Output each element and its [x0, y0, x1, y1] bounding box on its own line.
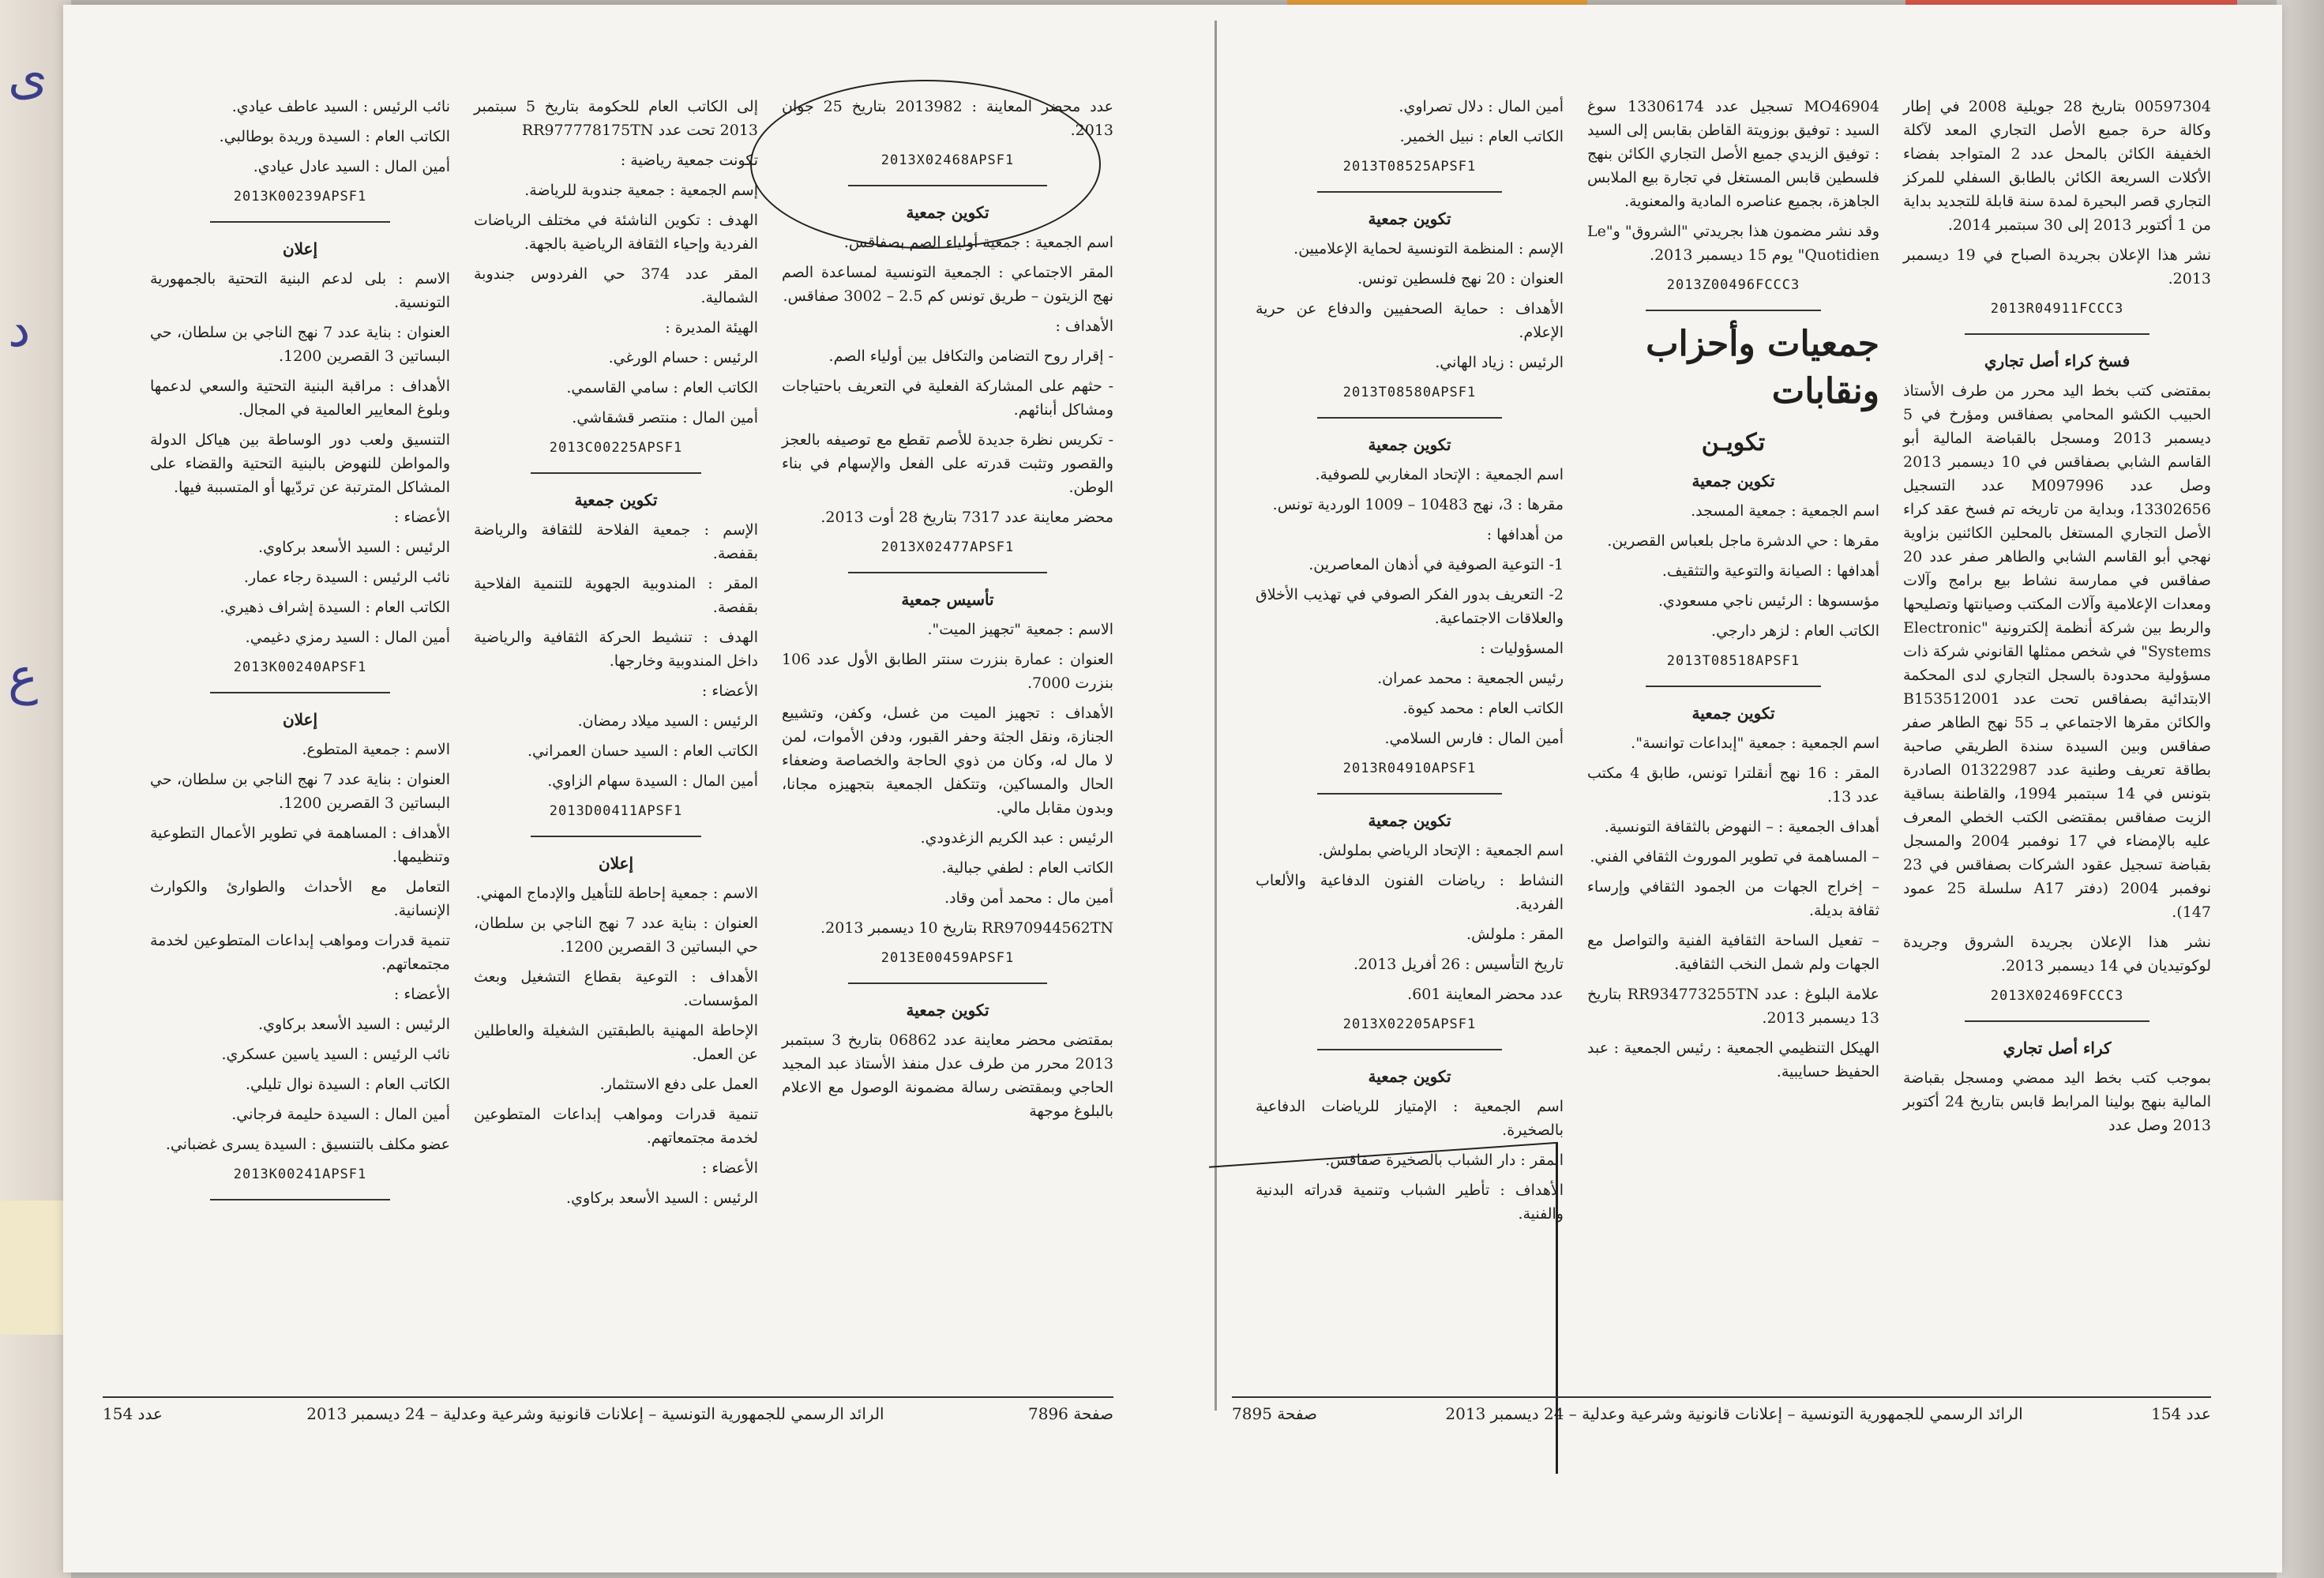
notice-paragraph: الهيئة المديرة :	[665, 319, 758, 336]
notice-paragraph: مقرها : 3، نهج 10483 – 1009 الوردية تونس.	[1272, 496, 1564, 513]
notice-paragraph: تنمية قدرات ومواهب إبداعات المتطوعين لخدمة مجتمعاتهم.	[474, 1106, 758, 1147]
notice-paragraph: نائب الرئيس : السيدة رجاء عمار.	[243, 569, 450, 586]
section-heading: تكوين جمعية	[1368, 435, 1451, 454]
separator-rule	[1317, 793, 1502, 795]
notice-paragraph: العنوان : بناية عدد 7 نهج الناجي بن سلطان، حي البساتين 3 القصرين 1200.	[150, 324, 450, 365]
notice-paragraph: تكونت جمعية رياضية :	[620, 152, 758, 169]
notice-paragraph: نشر هذا الإعلان بجريدة الشروق وجريدة لوكوتيديان في 14 ديسمبر 2013.	[1903, 934, 2211, 975]
notice-paragraph: الرئيس : حسام الورغي.	[608, 349, 758, 366]
notice-paragraph: الكاتب العام : نبيل الخمير.	[1399, 128, 1564, 145]
notice-paragraph: 1- التوعية الصوفية في أذهان المعاصرين.	[1308, 556, 1564, 573]
section-heading: تكوين جمعية	[574, 490, 658, 509]
reference-code: 2013R04911FCCC3	[1990, 301, 2124, 317]
notice-paragraph: العنوان : عمارة بنزرت سنتر الطابق الأول عدد 106 بنزرت 7000.	[782, 651, 1113, 692]
notice-paragraph: اسم الجمعية : الإتحاد الرياضي بملولش.	[1318, 842, 1564, 859]
reference-code: 2013K00241APSF1	[233, 1167, 367, 1182]
notice-paragraph: الكاتب العام : سامي القاسمي.	[566, 379, 758, 396]
separator-rule	[848, 982, 1047, 984]
right-page-running-title: الرائد الرسمي للجمهورية التونسية – إعلانات قانونية وشرعية وعدلية – 24 ديسمبر 2013	[1445, 1404, 2023, 1423]
background-right-edge	[2277, 0, 2324, 1578]
right-page-number: صفحة 7895	[1232, 1404, 1318, 1423]
notice-paragraph: المقر : ملولش.	[1466, 926, 1564, 943]
notice-paragraph: الأهداف : المساهمة في تطوير الأعمال التطوعية وتنظيمها.	[150, 825, 450, 866]
separator-rule	[210, 221, 390, 223]
section-subtitle: تكويـن	[1701, 429, 1766, 456]
notice-paragraph: الرئيس : السيد الأسعد بركاوي.	[566, 1189, 758, 1207]
notice-paragraph: العنوان : بناية عدد 7 نهج الناجي بن سلطان، حي البساتين 3 القصرين 1200.	[150, 771, 450, 812]
notice-paragraph: اسم الجمعية : جمعية المسجد.	[1691, 502, 1879, 520]
notice-paragraph: الأهداف :	[1055, 317, 1113, 335]
notice-paragraph: MO46904 تسجيل عدد 13306174 سوغ السيد : توفيق بوزويتة القاطن بقابس إلى السيد : توفيق الزيدي جميع الأصل التجاري الكائن بنهج فلسطين قابس المستغل في تجارة بيع الملابس الجاهزة، بجميع عناصره المادية والمعنوية.	[1587, 98, 1879, 210]
left-page-number: صفحة 7896	[1028, 1404, 1113, 1423]
separator-rule	[210, 692, 390, 693]
handwritten-mark: ی	[8, 47, 48, 106]
notice-paragraph: - تكريس نظرة جديدة للأصم تقطع مع توصيفه بالعجز والقصور وتثبت قدرته على الفعل والإسهام في بناء الوطن.	[782, 431, 1113, 496]
section-heading: تكوين جمعية	[1368, 209, 1451, 228]
reference-code: 2013X02477APSF1	[880, 539, 1015, 555]
section-heading: إعلان	[282, 710, 318, 729]
notice-paragraph: – تفعيل الساحة الثقافية الفنية والتواصل مع الجهات ولم شمل النخب الثقافية.	[1587, 932, 1879, 973]
section-heading: فسخ كراء أصل تجاري	[1984, 351, 2131, 370]
notice-paragraph: الهيكل التنظيمي الجمعية : رئيس الجمعية : عبد الحفيظ حسايبية.	[1587, 1039, 1879, 1080]
notice-paragraph: أهدافها : الصيانة والتوعية والتثقيف.	[1661, 562, 1879, 580]
section-heading: تكوين جمعية	[1368, 811, 1451, 830]
separator-rule	[1965, 1020, 2149, 1022]
notice-paragraph: المقر : المندوبية الجهوية للتنمية الفلاحية بقفصة.	[474, 575, 758, 616]
left-page-running-title: الرائد الرسمي للجمهورية التونسية – إعلانات قانونية وشرعية وعدلية – 24 ديسمبر 2013	[306, 1404, 884, 1423]
notice-paragraph: أمين المال : فارس السلامي.	[1384, 730, 1564, 747]
notice-paragraph: اسم الجمعية : جمعية أولياء الصم بصفاقس.	[843, 234, 1113, 251]
notice-paragraph: الأهداف : حماية الصحفيين والدفاع عن حرية الإعلام.	[1256, 300, 1564, 341]
notice-paragraph: بمقتضى محضر معاينة عدد 06862 بتاريخ 3 سبتمبر 2013 محرر من طرف عدل منفذ الأستاذ عبد المجيد الحاجي وبمقتضى رسالة مضمونة الوصول مع الاعلام بالبلوغ موجهة	[782, 1031, 1113, 1120]
notice-paragraph: الأهداف : تجهيز الميت من غسل، وكفن، وتشييع الجنازة، ونقل الجثة وحفر القبور، ودفن الأموات، لمن لا مال له، وكان من ذوي الحاجة والخصاصة وضعفاء الحال والمساكين، وتتكفل الجمعية بتجهيزه مجانا، وبدون مقابل مالي.	[782, 704, 1113, 817]
notice-paragraph: أمين المال : السيدة سهام الزاوي.	[547, 772, 758, 790]
notice-paragraph: بموجب كتب بخط اليد ممضي ومسجل بقباضة المالية بنهج بولينا المرابط قابس بتاريخ 24 أكتوبر 2013 وصل عدد	[1903, 1069, 2211, 1134]
section-heading: تكوين جمعية	[906, 203, 989, 222]
reference-code: 2013C00225APSF1	[549, 440, 683, 456]
notice-paragraph: الإسم : جمعية الفلاحة للثقافة والرياضة بقفصة.	[474, 521, 758, 562]
separator-rule	[848, 572, 1047, 573]
notice-paragraph: تنمية قدرات ومواهب إبداعات المتطوعين لخدمة مجتمعاتهم.	[150, 932, 450, 973]
notice-paragraph: - إقرار روح التضامن والتكافل بين أولياء الصم.	[828, 348, 1113, 365]
notice-paragraph: عضو مكلف بالتنسيق : السيدة يسرى غضباني.	[165, 1136, 450, 1153]
separator-rule	[1965, 333, 2149, 335]
separator-rule	[531, 472, 701, 474]
left-page-column-1	[782, 95, 1113, 1129]
notice-paragraph: بمقتضى كتب بخط اليد محرر من طرف الأستاذ الحبيب الكشو المحامي بصفاقس ومؤرخ في 5 ديسمبر 2013 ومسجل بالقباضة المالية أبو القاسم الشابي بصفاقس في 10 ديسمبر 2013 وصل عدد M097996 عدد التسجيل 13302656، وبداية من تاريخه تم فسخ عقد كراء الأصل التجاري المستغل بالمحلين الكائنين بزاوية نهجي أبو القاسم الشابي والطاهر صفر عدد 20 صفاقس في ممارسة نشاط بيع برامج وآلات ومعدات الإعلامية وآلات المكتب وصيانتها وتصليحها والربط بين شركة أنظمة إلكترونية "Electronic Systems" في شخص ممثلها القانوني شركة ذات مسؤولية محدودة بالسجل التجاري لدى المحكمة الابتدائية بصفاقس تحت عدد B153512001 والكائن مقرها الاجتماعي بـ 55 نهج الطاهر صفر صفاقس وبين السيدة سندة الطريقي صاحبة بطاقة تعريف وطنية عدد 01322987 الصادرة بتونس في 14 سبتمبر 1994، والقاطنة بساقية الزيت صفاقس بمقتضى الكتب الخطي المعرف عليه بالإمضاء في 17 نوفمبر 2004 والمسجل بقباضة تسجيل عقود الشركات بصفاقس في 23 نوفمبر 2004 (دفتر A17 سلسلة 25 عمود 147).	[1903, 382, 2212, 921]
notice-paragraph: الاسم : بلى لدعم البنية التحتية بالجمهورية التونسية.	[150, 270, 450, 311]
separator-rule	[848, 185, 1047, 186]
notice-paragraph: العنوان : 20 نهج فلسطين تونس.	[1357, 270, 1564, 287]
notice-paragraph: نائب الرئيس : السيد ياسين عسكري.	[221, 1046, 450, 1063]
notice-paragraph: الكاتب العام : لطفي جبالية.	[941, 859, 1113, 877]
reference-code: 2013D00411APSF1	[549, 803, 683, 819]
notice-paragraph: الكاتب العام : محمد كيوة.	[1402, 700, 1564, 717]
notice-paragraph: العنوان : بناية عدد 7 نهج الناجي بن سلطان، حي البساتين 3 القصرين 1200.	[474, 915, 758, 956]
separator-rule	[531, 836, 701, 837]
notice-paragraph: المقر عدد 374 حي الفردوس جندوبة الشمالية.	[474, 265, 759, 306]
notice-paragraph: الأهداف : التوعية بقطاع التشغيل وبعث المؤسسات.	[474, 968, 758, 1009]
notice-paragraph: مقرها : حي الدشرة ماجل بلعباس القصرين.	[1607, 532, 1879, 550]
reference-code: 2013T08525APSF1	[1342, 159, 1477, 175]
reference-code: 2013R04910APSF1	[1342, 761, 1477, 776]
notice-paragraph: المقر : 16 نهج أنقلترا تونس، طابق 4 مكتب عدد 13.	[1587, 765, 1879, 806]
separator-rule	[1646, 310, 1821, 311]
section-heading: تكوين جمعية	[906, 1001, 989, 1020]
left-page-issue: عدد 154	[103, 1404, 163, 1423]
background-paper-strip	[0, 1200, 63, 1335]
notice-paragraph: نشر هذا الإعلان بجريدة الصباح في 19 ديسمبر 2013.	[1903, 246, 2211, 287]
notice-paragraph: المقر : دار الشباب بالصخيرة صفاقس.	[1325, 1152, 1564, 1169]
section-heading: تكوين جمعية	[1368, 1067, 1451, 1086]
notice-paragraph: الكاتب العام : السيدة وريدة بوطالبي.	[219, 128, 450, 145]
notice-paragraph: التنسيق ولعب دور الوساطة بين هياكل الدولة والمواطن للنهوض بالبنية التحتية والقضاء على المشاكل المترتبة عن تردّيها أو المتسببة فيها.	[150, 431, 450, 496]
left-page-footer	[103, 1396, 1113, 1423]
notice-paragraph: الرئيس : السيد الأسعد بركاوي.	[258, 1016, 450, 1033]
notice-paragraph: الكاتب العام : السيدة نوال تليلي.	[245, 1076, 450, 1093]
notice-paragraph: الإحاطة المهنية بالطبقتين الشغيلة والعاطلين عن العمل.	[474, 1022, 758, 1063]
notice-paragraph: الأعضاء :	[701, 1159, 758, 1177]
reference-code: 2013X02468APSF1	[880, 152, 1015, 168]
notice-paragraph: الاسم : جمعية "تجهيز الميت".	[927, 621, 1113, 638]
notice-paragraph: المقر الاجتماعي : الجمعية التونسية لمساعدة الصم نهج الزيتون – طريق تونس كم 2.5 – 3002 صفاقس.	[782, 264, 1113, 305]
notice-paragraph: الرئيس : السيد الأسعد بركاوي.	[258, 539, 450, 556]
reference-code: 2013Z00496FCCC3	[1666, 277, 1800, 293]
notice-paragraph: وقد نشر مضمون هذا بجريدتي "الشروق" و"Le Quotidien" يوم 15 ديسمبر 2013.	[1587, 223, 1879, 264]
handwritten-mark: ع	[8, 648, 39, 706]
notice-paragraph: – إخراج الجهات من الجمود الثقافي وإرساء ثقافة بديلة.	[1587, 878, 1879, 919]
notice-paragraph: إسم الجمعية : جمعية جندوبة للرياضة.	[524, 182, 758, 199]
notice-paragraph: رئيس الجمعية : محمد عمران.	[1377, 670, 1564, 687]
notice-paragraph: التعامل مع الأحداث والطوارئ والكوارث الإنسانية.	[150, 878, 450, 919]
notice-paragraph: إلى الكاتب العام للحكومة بتاريخ 5 سبتمبر 2013 تحت عدد RR977778175TN	[474, 98, 758, 139]
notice-paragraph: المسؤوليات :	[1480, 640, 1564, 657]
notice-paragraph: الأعضاء :	[393, 509, 450, 526]
notice-paragraph: عدد محضر المعاينة : 2013982 بتاريخ 25 جوان 2013.	[782, 98, 1113, 139]
reference-code: 2013T08518APSF1	[1666, 653, 1800, 669]
notice-paragraph: أمين المال : منتصر قشقاشي.	[572, 409, 758, 426]
notice-paragraph: – المساهمة في تطوير الموروث الثقافي الفني.	[1590, 848, 1879, 866]
notice-paragraph: اسم الجمعية : الإتحاد المغاربي للصوفية.	[1315, 466, 1564, 483]
left-page-column-2	[474, 95, 758, 1216]
separator-rule	[1646, 686, 1821, 687]
notice-paragraph: الاسم : جمعية المتطوع.	[302, 741, 450, 758]
separator-rule	[1317, 1049, 1502, 1050]
notice-paragraph: أمين المال : دلال تصراوي.	[1399, 98, 1564, 115]
notice-paragraph: الرئيس : عبد الكريم الزغدودي.	[920, 829, 1113, 847]
notice-paragraph: - حثهم على المشاركة الفعلية في التعريف باحتياجات ومشاكل أبنائهم.	[782, 378, 1113, 419]
section-heading: تكوين جمعية	[1691, 704, 1775, 723]
section-heading: تكوين جمعية	[1691, 472, 1775, 490]
separator-rule	[210, 1199, 390, 1200]
notice-paragraph: الإسم : المنظمة التونسية لحماية الإعلاميين.	[1293, 240, 1564, 257]
notice-paragraph: الأهداف : تأطير الشباب وتنمية قدراته البدنية والفنية.	[1256, 1182, 1564, 1223]
notice-paragraph: علامة البلوغ : عدد RR934773255TN بتاريخ 13 ديسمبر 2013.	[1587, 986, 1879, 1027]
section-heading: كراء أصل تجاري	[2003, 1039, 2112, 1058]
notice-paragraph: أمين المال : السيدة حليمة فرجاني.	[231, 1106, 450, 1123]
notice-paragraph: أمين المال : السيد رمزي دغيمي.	[245, 629, 450, 646]
notice-paragraph: الكاتب العام : السيدة إشراف ذهيري.	[220, 599, 450, 616]
notice-paragraph: عدد محضر المعاينة 601.	[1407, 986, 1564, 1003]
notice-paragraph: الكاتب العام : السيد حسان العمراني.	[527, 742, 758, 760]
notice-paragraph: العمل على دفع الاستثمار.	[599, 1076, 758, 1093]
notice-paragraph: اسم الجمعية : جمعية "إبداعات توانسة".	[1631, 735, 1879, 752]
notice-paragraph: 00597304 بتاريخ 28 جويلية 2008 في إطار وكالة حرة جميع الأصل التجاري المعد لآكلة الخفيفة الكائن بالمحل عدد 2 المتواجد بفضاء الأكلات السريعة الكائن بالطابق السفلي للمركز التجاري قصر البحيرة لمدة سنة قابلة للتجديد بداية من 1 أكتوبر 2013 إلى 30 سبتمبر 2014.	[1903, 98, 2211, 234]
notice-paragraph: الأعضاء :	[393, 986, 450, 1003]
notice-paragraph: نائب الرئيس : السيد عاطف عيادي.	[231, 98, 450, 115]
notice-paragraph: من أهدافها :	[1486, 526, 1564, 543]
notice-paragraph: تاريخ التأسيس : 26 أفريل 2013.	[1353, 956, 1564, 973]
center-fold	[1215, 21, 1217, 1411]
notice-paragraph: الاسم : جمعية إحاطة للتأهيل والإدماج المهني.	[475, 885, 758, 902]
handwritten-mark: د	[8, 300, 31, 359]
notice-paragraph: الهدف : تكوين الناشئة في مختلف الرياضات الفردية وإحياء الثقافة الرياضية بالجهة.	[474, 212, 758, 253]
notice-paragraph: الرئيس : السيد ميلاد رمضان.	[577, 712, 758, 730]
right-page-column-2	[1587, 95, 1879, 1090]
notice-paragraph: الهدف : تنشيط الحركة الثقافية والرياضية داخل المندوبية وخارجها.	[474, 629, 758, 670]
notice-paragraph: الأعضاء :	[701, 682, 758, 700]
right-page-column-1	[1903, 95, 2211, 1144]
reference-code: 2013T08580APSF1	[1342, 385, 1477, 400]
reference-code: 2013K00240APSF1	[233, 659, 367, 675]
notice-paragraph: RR970944562TN بتاريخ 10 ديسمبر 2013.	[820, 919, 1113, 937]
right-page-footer	[1232, 1396, 2211, 1423]
notice-paragraph: الرئيس : زياد الهاني.	[1435, 354, 1564, 371]
section-heading: إعلان	[282, 239, 318, 258]
notice-paragraph: النشاط : رياضات الفنون الدفاعية والألعاب الفردية.	[1256, 872, 1564, 913]
notice-paragraph: الأهداف : مراقبة البنية التحتية والسعي لدعمها وبلوغ المعايير العالمية في المجال.	[150, 378, 450, 419]
notice-paragraph: 2- التعريف بدور الفكر الصوفي في تهذيب الأخلاق والعلاقات الاجتماعية.	[1256, 586, 1564, 627]
notice-paragraph: محضر معاينة عدد 7317 بتاريخ 28 أوت 2013.	[820, 509, 1113, 526]
right-page-column-3	[1256, 95, 1564, 1232]
notice-paragraph: أهداف الجمعية : – النهوض بالثقافة التونسية.	[1604, 818, 1879, 836]
background-left-edge	[0, 0, 71, 1578]
notice-paragraph: مؤسسوها : الرئيس ناجي مسعودي.	[1658, 592, 1879, 610]
separator-rule	[1317, 191, 1502, 193]
reference-code: 2013E00459APSF1	[880, 950, 1015, 966]
notice-paragraph: أمين المال : السيد عادل عيادي.	[253, 158, 450, 175]
section-heading: تأسيس جمعية	[901, 590, 994, 609]
right-page-issue: عدد 154	[2151, 1404, 2211, 1423]
notice-paragraph: أمين مال : محمد أمن وقاد.	[944, 889, 1113, 907]
notice-paragraph: الكاتب العام : لزهر دارجي.	[1711, 622, 1879, 640]
section-heading: إعلان	[598, 854, 634, 873]
left-page-column-3	[150, 95, 450, 1208]
separator-rule	[1317, 417, 1502, 419]
reference-code: 2013X02205APSF1	[1342, 1016, 1477, 1032]
section-title: جمعيات وأحزاب ونقابات	[1646, 324, 1879, 411]
reference-code: 2013K00239APSF1	[233, 189, 367, 205]
reference-code: 2013X02469FCCC3	[1990, 988, 2124, 1004]
notice-paragraph: اسم الجمعية : الإمتياز للرياضات الدفاعية بالصخيرة.	[1256, 1098, 1564, 1139]
